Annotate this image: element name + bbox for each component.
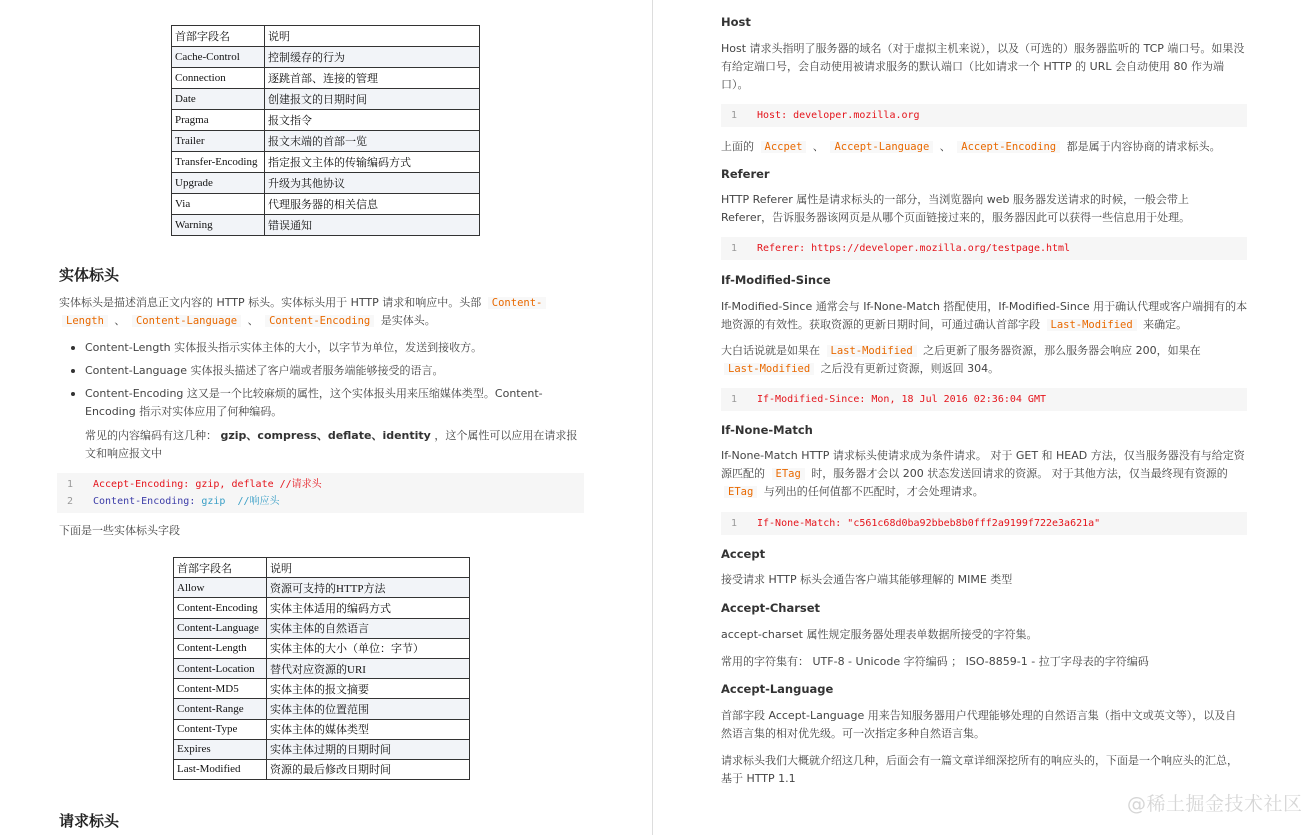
- ims-paragraph-2: [721, 342, 1249, 378]
- entity-fields-intro: 下面是一些实体标头字段: [59, 524, 180, 537]
- encodings-note: [85, 427, 584, 463]
- table-row: [172, 131, 480, 152]
- bullet-content-encoding: [59, 385, 584, 463]
- table-row: [172, 215, 480, 236]
- text-run: 时，服务器才会以 200 状态发送回请求的资源。 对于其他方法，仅当最终现有资源的: [807, 467, 1228, 480]
- description-cell: 资源可支持的HTTP方法: [267, 578, 470, 598]
- field-name-cell: Content-Encoding: [174, 598, 267, 618]
- entity-headers-table: [173, 557, 470, 780]
- field-name-cell: Warning: [172, 215, 265, 236]
- table-row: [174, 759, 470, 779]
- description-cell: 实体主体过期的日期时间: [267, 739, 470, 759]
- entity-bullet-list: [59, 339, 584, 468]
- inline-code: Accept-Encoding: [957, 141, 1060, 153]
- field-name-cell: Content-Language: [174, 618, 267, 638]
- field-name-cell: Content-MD5: [174, 679, 267, 699]
- text-run: If-None-Match HTTP 请求标头使请求成为条件请求。 对于 GET 和 HEAD 方法，仅当服务器没有与给定资源匹配的: [721, 449, 1245, 480]
- description-cell: 资源的最后修改日期时间: [267, 759, 470, 779]
- inline-code: Content-: [488, 297, 547, 309]
- text-run: If-Modified-Since 通常会与 If-None-Match 搭配使用，If-Modified-Since 用于确认代理或客户端拥有的本地资源的有效性。获取资源的更新日期时间，可通过确认首部字段: [721, 300, 1248, 331]
- bullet-icon: [71, 346, 75, 350]
- code-text: If-Modified-Since: Mon, 18 Jul 2016 02:36:04 GMT: [757, 394, 1046, 405]
- accept-heading: Accept: [721, 547, 766, 561]
- line-number: 2: [67, 496, 74, 507]
- referer-heading: Referer: [721, 167, 770, 181]
- description-cell: 实体主体适用的编码方式: [267, 598, 470, 618]
- text-run: 、: [110, 314, 129, 327]
- field-name-cell: Content-Length: [174, 638, 267, 658]
- line-number: 1: [731, 518, 738, 529]
- table-row: [172, 173, 480, 194]
- code-token: gzip //响应头: [201, 496, 280, 507]
- entity-headers-heading: 实体标头: [59, 266, 120, 284]
- code-token: Content-Encoding:: [93, 496, 202, 507]
- field-name-cell: Expires: [174, 739, 267, 759]
- table-row: [174, 739, 470, 759]
- summary-paragraph: 请求标头我们大概就介绍这几种，后面会有一篇文章详细深挖所有的响应头的，下面是一个响应头的汇总，基于 HTTP 1.1: [721, 754, 1238, 785]
- description-cell: 代理服务器的相关信息: [265, 194, 480, 215]
- line-number: 1: [731, 110, 738, 121]
- description-cell: 控制缓存的行为: [265, 47, 480, 68]
- ims-code-block: [721, 388, 1247, 411]
- text-run: 、: [244, 314, 263, 327]
- encodings-list: gzip、compress、deflate、identity: [220, 429, 431, 442]
- description-cell: 实体主体的自然语言: [267, 618, 470, 638]
- inline-code: Accept-Language: [830, 141, 933, 153]
- text-run: Referer，告诉服务器该网页是从哪个页面链接过来的，服务器因此可以获得一些信息用于处理。: [721, 211, 1191, 224]
- text-run: 都是属于内容协商的请求标头。: [1063, 140, 1221, 153]
- encodings-prefix: 常见的内容编码有这几种：: [85, 429, 217, 442]
- text-run: 上面的: [721, 140, 758, 153]
- description-cell: 实体主体的报文摘要: [267, 679, 470, 699]
- description-cell: 报文指令: [265, 110, 480, 131]
- field-name-cell: 首部字段名: [174, 558, 267, 578]
- description-cell: 实体主体的大小（单位：字节）: [267, 638, 470, 658]
- description-cell: 创建报文的日期时间: [265, 89, 480, 110]
- field-name-cell: 首部字段名: [172, 26, 265, 47]
- negotiation-paragraph: [721, 138, 1249, 156]
- bullet-icon: [71, 392, 75, 396]
- code-line: [57, 476, 584, 493]
- entity-intro-paragraph: [59, 294, 579, 330]
- field-name-cell: Via: [172, 194, 265, 215]
- text-run: 大白话说就是如果在: [721, 344, 824, 357]
- field-name-cell: Date: [172, 89, 265, 110]
- host-paragraph: [721, 40, 1249, 94]
- description-cell: 错误通知: [265, 215, 480, 236]
- code-text: If-None-Match: "c561c68d0ba92bbeb8b0fff2a9199f722e3a621a": [757, 518, 1101, 529]
- table-row: [174, 598, 470, 618]
- table-row: [174, 578, 470, 598]
- bullet-text: Content-Length 实体报头指示实体主体的大小，以字节为单位，发送到接收方。: [85, 341, 483, 354]
- table-row: [174, 618, 470, 638]
- table-row: [174, 679, 470, 699]
- inm-code-block: [721, 512, 1247, 535]
- language-paragraph: 首部字段 Accept-Language 用来告知服务器用户代理能够处理的自然语言集（指中文或英文等），以及自然语言集的相对优先级。可一次指定多种自然语言集。: [721, 709, 1237, 740]
- description-cell: 说明: [265, 26, 480, 47]
- code-token: Accept-Encoding: gzip, deflate //请求头: [93, 479, 322, 490]
- inline-code: Last-Modified: [1047, 319, 1137, 331]
- description-cell: 指定报文主体的传输编码方式: [265, 152, 480, 173]
- charset-paragraph-1: accept-charset 属性规定服务器处理表单数据所接受的字符集。: [721, 628, 1038, 641]
- text-run: 与列出的任何值都不匹配时，才会处理请求。: [760, 485, 984, 498]
- table-row: [174, 638, 470, 658]
- accept-language-heading: Accept-Language: [721, 682, 834, 696]
- charset-paragraph-2: 常用的字符集有： UTF-8 - Unicode 字符编码 ； ISO-8859-1 - 拉丁字母表的字符编码: [721, 655, 1149, 668]
- text-run: 来确定。: [1139, 318, 1188, 331]
- field-name-cell: Transfer-Encoding: [172, 152, 265, 173]
- accept-paragraph: 接受请求 HTTP 标头会通告客户端其能够理解的 MIME 类型: [721, 573, 1013, 586]
- description-cell: 实体主体的位置范围: [267, 699, 470, 719]
- table-row: [172, 47, 480, 68]
- host-heading: Host: [721, 15, 751, 29]
- bullet-text: Content-Encoding 这又是一个比较麻烦的属性，这个实体报头用来压缩媒体类型。Content-Encoding 指示对实体应用了何种编码。: [85, 387, 543, 418]
- encoding-code-block: [57, 473, 584, 513]
- inline-code: ETag: [772, 468, 805, 480]
- field-name-cell: Content-Location: [174, 658, 267, 678]
- inm-paragraph: [721, 447, 1249, 501]
- text-run: 、: [936, 140, 955, 153]
- description-cell: 替代对应资源的URI: [267, 658, 470, 678]
- bullet-content-length: [59, 339, 584, 357]
- text-run: 之后没有更新过资源，则返回 304。: [817, 362, 1000, 375]
- bullet-icon: [71, 369, 75, 373]
- ims-paragraph-1: [721, 298, 1249, 334]
- table-row: [174, 719, 470, 739]
- inline-code: Accpet: [761, 141, 807, 153]
- text-run: 实体标头是描述消息正文内容的 HTTP 标头。实体标头用于 HTTP 请求和响应中。头部: [59, 296, 485, 309]
- line-number: 1: [731, 243, 738, 254]
- line-number: 1: [67, 479, 74, 490]
- request-headers-heading: 请求标头: [59, 812, 120, 830]
- field-name-cell: Upgrade: [172, 173, 265, 194]
- accept-charset-heading: Accept-Charset: [721, 601, 821, 615]
- table-header-row: [172, 26, 480, 47]
- encodings-suffix: ，这个属性可以应用在请求报文和响应报文中: [85, 429, 578, 460]
- description-cell: 说明: [267, 558, 470, 578]
- description-cell: 升级为其他协议: [265, 173, 480, 194]
- text-run: 、: [809, 140, 828, 153]
- bullet-text: Content-Language 实体报头描述了客户端或者服务端能够接受的语言。: [85, 364, 444, 377]
- field-name-cell: Last-Modified: [174, 759, 267, 779]
- host-code-block: [721, 104, 1247, 127]
- bullet-content-language: [59, 362, 584, 380]
- description-cell: 报文末端的首部一览: [265, 131, 480, 152]
- if-modified-since-heading: If-Modified-Since: [721, 273, 831, 287]
- text-run: HTTP Referer 属性是请求标头的一部分，当浏览器向 web 服务器发送请求的时候，一般会带上: [721, 193, 1190, 206]
- field-name-cell: Allow: [174, 578, 267, 598]
- watermark: @稀土掘金技术社区: [1127, 793, 1303, 815]
- table-row: [172, 68, 480, 89]
- description-cell: 实体主体的媒体类型: [267, 719, 470, 739]
- table-row: [174, 658, 470, 678]
- inline-code: Length: [62, 315, 108, 327]
- code-text: Host: developer.mozilla.org: [757, 110, 920, 121]
- description-cell: 逐跳首部、连接的管理: [265, 68, 480, 89]
- table-row: [172, 110, 480, 131]
- referer-paragraph: [721, 191, 1249, 227]
- inline-code: ETag: [724, 486, 757, 498]
- table-row: [172, 89, 480, 110]
- line-number: 1: [731, 394, 738, 405]
- field-name-cell: Pragma: [172, 110, 265, 131]
- text-run: 是实体头。: [377, 314, 436, 327]
- field-name-cell: Content-Range: [174, 699, 267, 719]
- inline-code: Content-Encoding: [265, 315, 374, 327]
- general-headers-table: [171, 25, 480, 236]
- referer-code-block: [721, 237, 1247, 260]
- table-header-row: [174, 558, 470, 578]
- code-text: Referer: https://developer.mozilla.org/testpage.html: [757, 243, 1071, 254]
- code-line: [57, 493, 584, 510]
- table-row: [174, 699, 470, 719]
- inline-code: Last-Modified: [724, 363, 814, 375]
- field-name-cell: Cache-Control: [172, 47, 265, 68]
- text-run: 之后更新了服务器资源，那么服务器会响应 200，如果在: [919, 344, 1201, 357]
- text-run: Host 请求头指明了服务器的域名（对于虚拟主机来说），以及（可选的）服务器监听的 TCP 端口号。如果没有给定端口号，会自动使用被请求服务的默认端口（比如请求一个 HTTP 的 URL 会自动使用 80 作为端口）。: [721, 42, 1245, 91]
- field-name-cell: Trailer: [172, 131, 265, 152]
- table-row: [172, 194, 480, 215]
- inline-code: Last-Modified: [827, 345, 917, 357]
- field-name-cell: Connection: [172, 68, 265, 89]
- table-row: [172, 152, 480, 173]
- inline-code: Content-Language: [132, 315, 241, 327]
- page-divider: [652, 0, 653, 835]
- if-none-match-heading: If-None-Match: [721, 423, 813, 437]
- field-name-cell: Content-Type: [174, 719, 267, 739]
